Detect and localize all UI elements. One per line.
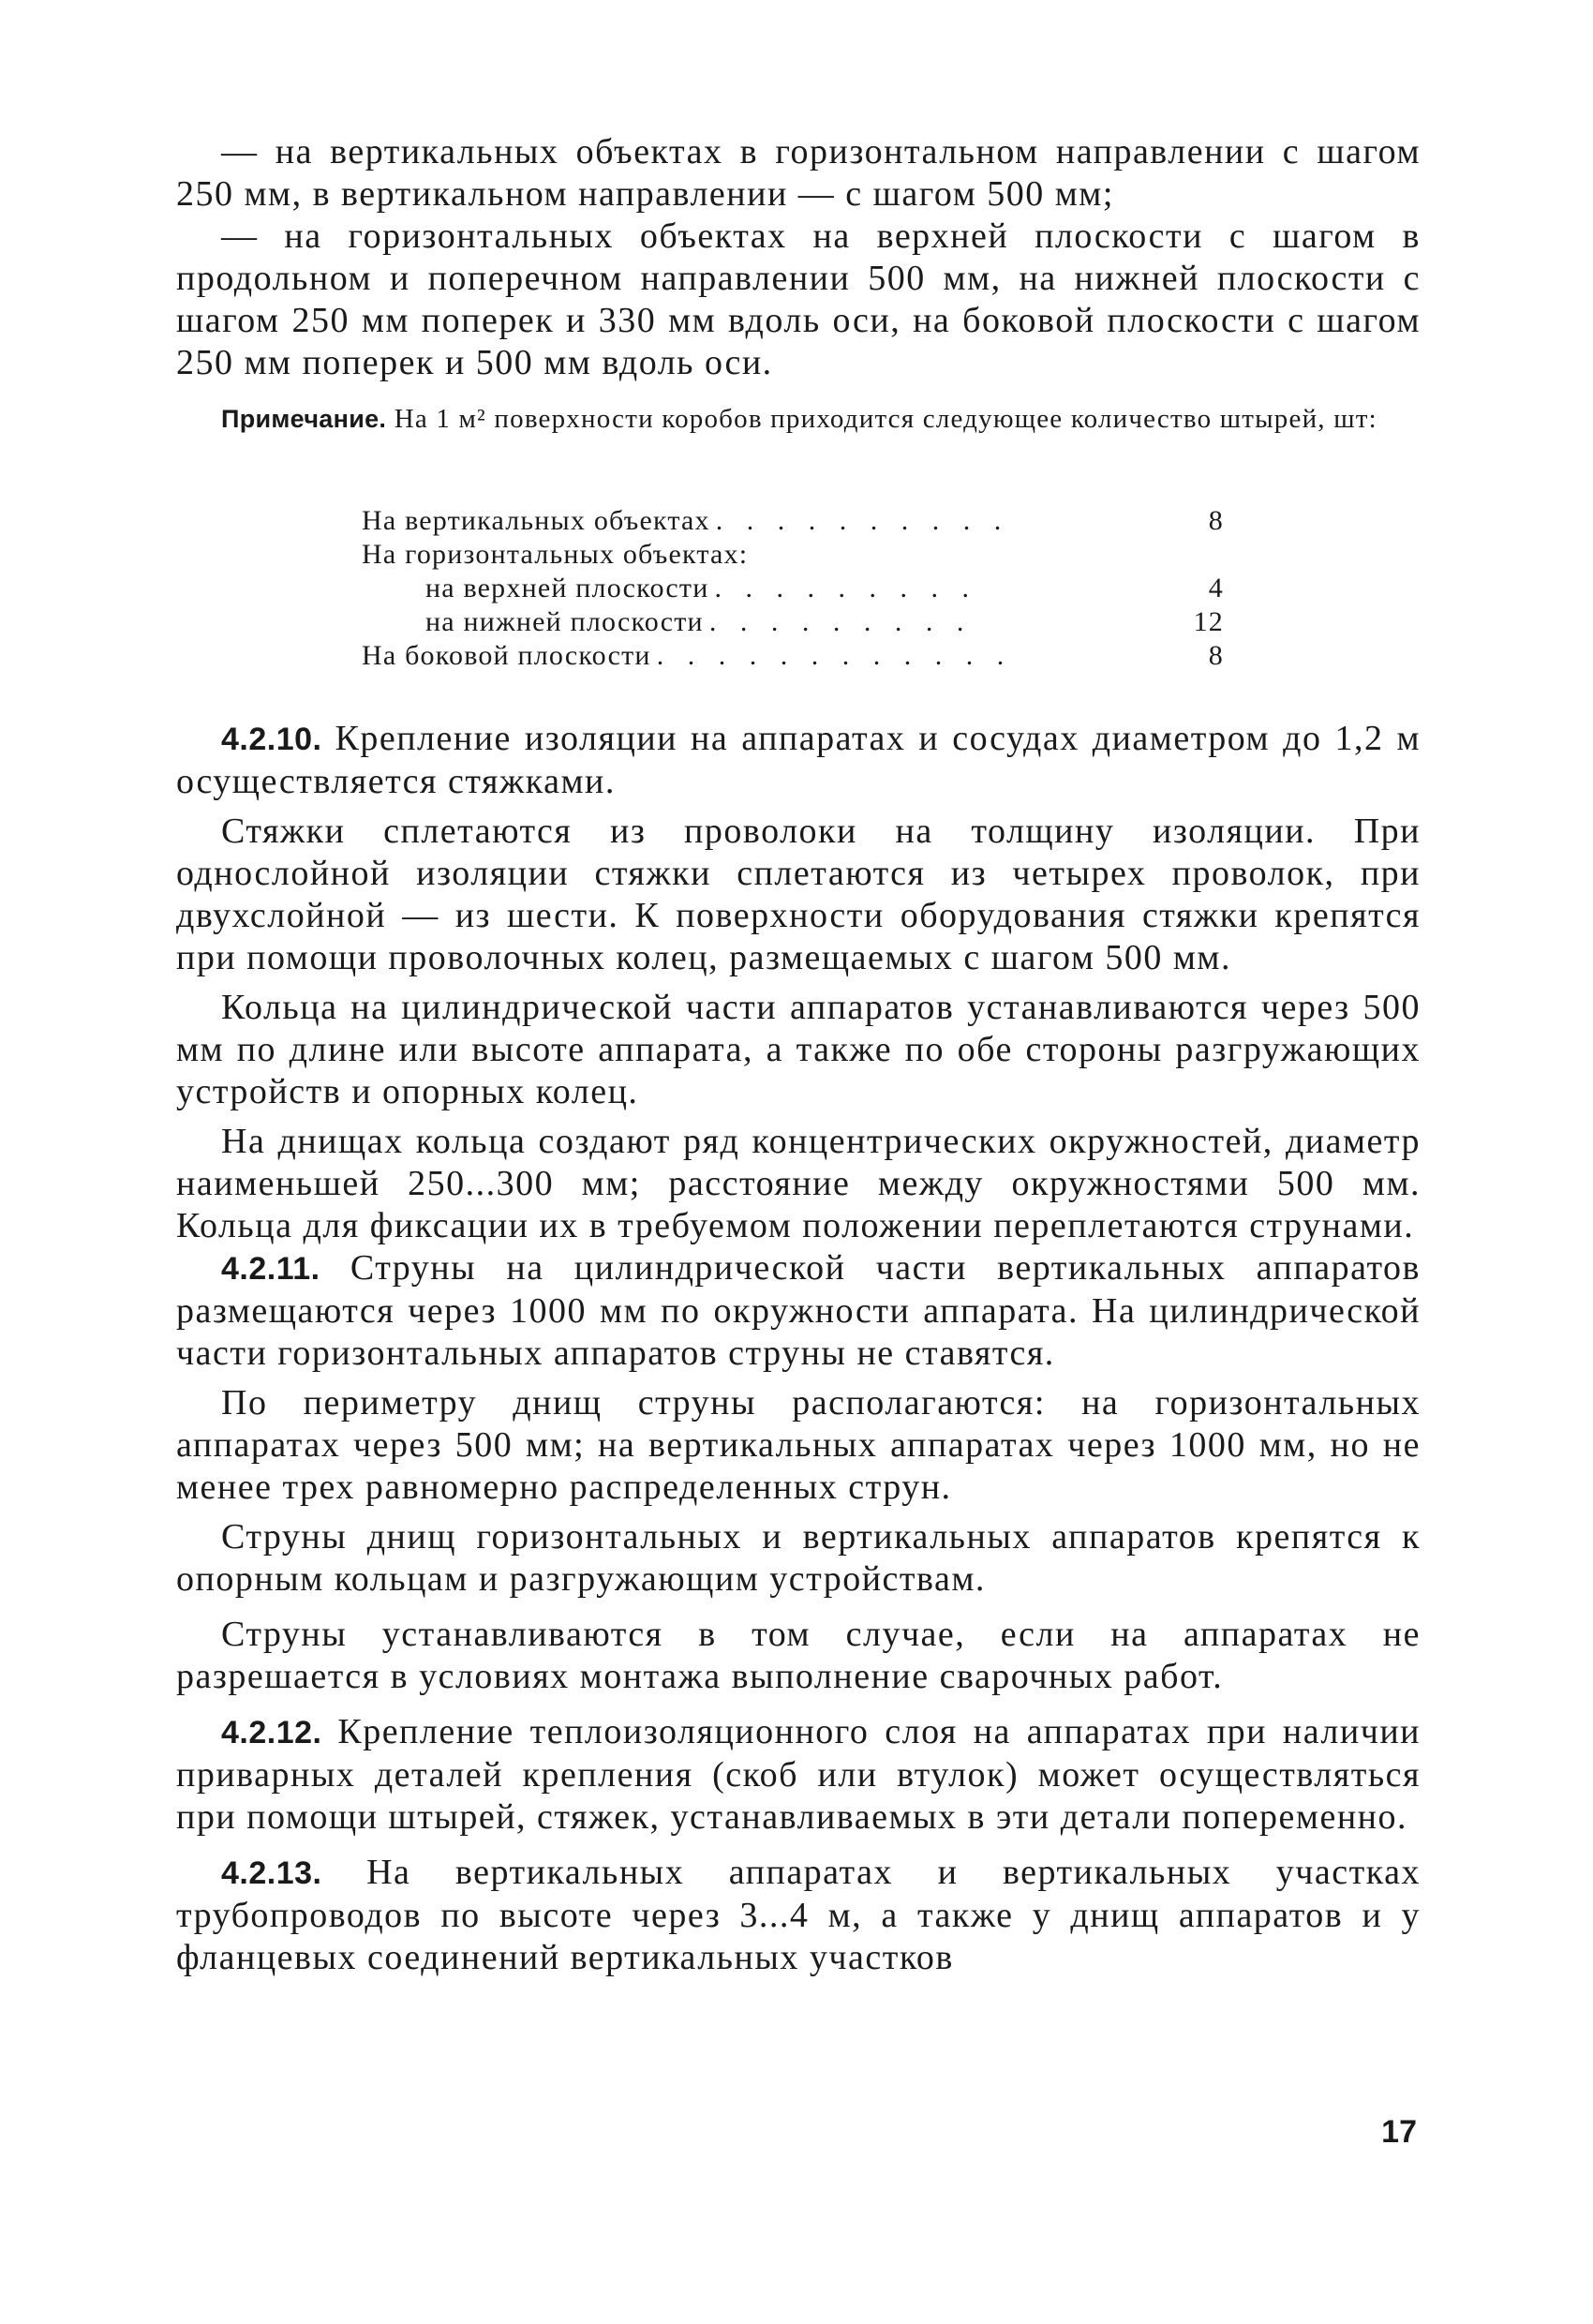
note-row-vertical xyxy=(362,504,1224,538)
note-row-lower-plane xyxy=(362,605,1224,639)
paragraph-rings-bottoms: На днищах кольца создают ряд концентрических окружностей, диаметр наименьшей 250...300 мм; расстояние между окружностями 500 мм. Кольца для фиксации их в требуемом положении переплетаются струнами. xyxy=(176,1122,1421,1245)
paragraph-vertical-objects: — на вертикальных объектах в горизонтальном направлении с шагом 250 мм, в вертикальном направлении — с шагом 500 мм; xyxy=(176,132,1421,214)
note-table xyxy=(362,504,1224,673)
note-row-label: на верхней плоскости xyxy=(425,573,709,603)
note-row-label: на нижней плоскости xyxy=(425,606,704,637)
page-number: 17 xyxy=(1381,2114,1417,2150)
section-number: 4.2.13. xyxy=(221,1855,322,1891)
note-row-value: 12 xyxy=(1193,606,1224,637)
note-label: Примечание. xyxy=(221,405,387,433)
section-4-2-13 xyxy=(176,1852,1421,1979)
note-row-horizontal-header xyxy=(362,538,1224,572)
leader-dots: . . . . . . . . . . xyxy=(715,505,1010,536)
leader-dots: . . . . . . . . . xyxy=(708,606,973,637)
leader-dots: . . . . . . . . . xyxy=(714,573,977,603)
paragraph-horizontal-objects: — на горизонтальных объектах на верхней плоскости с шагом в продольном и поперечном направлении 500 мм, на нижней плоскости с шагом 250 мм поперек и 330 мм вдоль оси, на боковой плоскости с шагом 250 мм поперек и 500 мм вдоль оси. xyxy=(176,216,1421,382)
section-text: На вертикальных аппаратах и вертикальных участках трубопроводов по высоте через 3...4 м, а также у днищ аппаратов и у фланцевых соединений вертикальных участков xyxy=(176,1853,1422,1977)
section-number: 4.2.11. xyxy=(221,1251,320,1287)
paragraph-ties: Стяжки сплетаются из проволоки на толщину изоляции. При однослойной изоляции стяжки сплетаются из четырех проволок, при двухслойной — из шести. К поверхности оборудования стяжки крепятся при помощи проволочных колец, размещаемых с шагом 500 мм. xyxy=(176,812,1421,977)
paragraph-rings-cylinder: Кольца на цилиндрической части аппаратов устанавливаются через 500 мм по длине или высоте аппарата, а также по обе стороны разгружающих устройств и опорных колец. xyxy=(176,988,1421,1111)
note-row-value: 4 xyxy=(1208,573,1224,603)
note-row-value: 8 xyxy=(1208,640,1224,671)
note-row-side-plane xyxy=(362,639,1224,673)
note-row-label: На вертикальных объектах xyxy=(362,505,710,536)
note-row-label: На боковой плоскости xyxy=(362,640,651,671)
paragraph-strings-perimeter: По периметру днищ струны располагаются: на горизонтальных аппаратах через 500 мм; на вертикальных аппаратах через 1000 мм, но не менее трех равномерно распределенных струн. xyxy=(176,1383,1421,1507)
section-number: 4.2.10. xyxy=(221,722,322,757)
note-row-upper-plane xyxy=(362,572,1224,605)
note-paragraph xyxy=(176,401,1421,437)
paragraph-strings-welding: Струны устанавливаются в том случае, если на аппаратах не разрешается в условиях монтажа выполнение сварочных работ. xyxy=(176,1615,1421,1696)
section-text: Струны на цилиндрической части вертикальных аппаратов размещаются через 1000 мм по окружности аппарата. На цилиндрической части горизонтальных аппаратов струны не ставятся. xyxy=(176,1248,1422,1373)
section-4-2-10 xyxy=(176,718,1421,803)
section-text: Крепление теплоизоляционного слоя на аппаратах при наличии приварных деталей крепления (скоб или втулок) может осуществляться при помощи штырей, стяжек, устанавливаемых в эти детали попеременно. xyxy=(176,1712,1421,1837)
note-text: На 1 м² поверхности коробов приходится следующее количество штырей, шт: xyxy=(394,404,1377,434)
section-4-2-11 xyxy=(176,1247,1421,1375)
section-number: 4.2.12. xyxy=(221,1715,322,1750)
section-text: Крепление изоляции на аппаратах и сосудах диаметром до 1,2 м осуществляется стяжками. xyxy=(176,719,1421,801)
paragraph-strings-fastening: Струны днищ горизонтальных и вертикальных аппаратов крепятся к опорным кольцам и разгружающим устройствам. xyxy=(176,1517,1421,1599)
section-4-2-12 xyxy=(176,1711,1421,1839)
note-row-value: 8 xyxy=(1208,505,1224,536)
main-text-block xyxy=(176,718,1421,1979)
leader-dots: . . . . . . . . . . . . xyxy=(656,640,1013,671)
top-text-block xyxy=(176,131,1421,384)
note-row-label: На горизонтальных объектах: xyxy=(362,539,749,570)
